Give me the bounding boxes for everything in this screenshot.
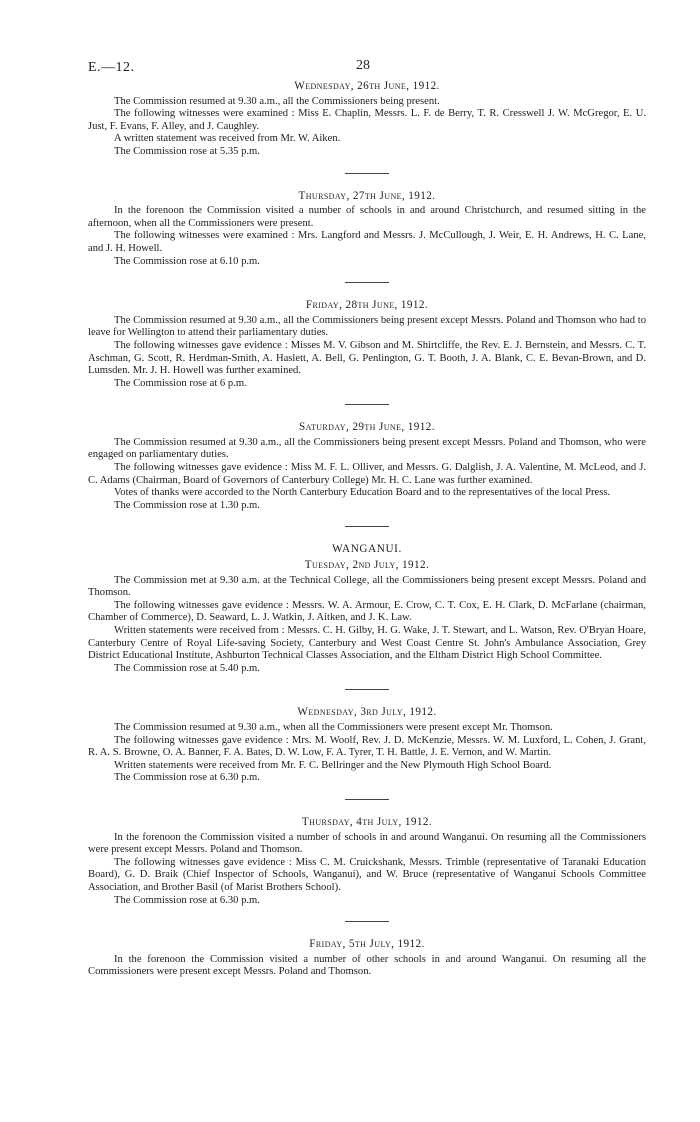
paragraph: The following witnesses gave evidence : Miss C. M. Cruickshank, Messrs. Trimble (representative of Taranaki Education Board), G. D. Braik (Chief Inspector of Schools, Wanganui), and W. Bruce (representative of Wanganui Schools Committee Association, and Brother Basil (of Marist Brothers School). (88, 856, 646, 893)
paragraph: The following witnesses were examined : Mrs. Langford and Messrs. J. McCullough, J. Weir, E. H. Andrews, H. C. Lane, and J. H. Howell. (88, 230, 646, 254)
paragraph: The Commission rose at 5.35 p.m. (114, 145, 260, 157)
sitting-date: Wednesday, 26th June, 1912. (294, 80, 440, 92)
section-divider (345, 689, 389, 690)
sitting-section (88, 80, 646, 159)
sitting-date: Wednesday, 3rd July, 1912. (297, 706, 437, 719)
paragraph: In the forenoon the Commission visited a number of schools in and around Christchurch, and resumed sitting in the afternoon, when all the Commissioners were present. (88, 205, 646, 229)
paragraph: Written statements were received from : Messrs. C. H. Gilby, H. G. Wake, J. T. Stewart, and L. Watson, Rev. O'Bryan Hoare, Canterbury Centre of Royal Life-saving Society, Canterbury and West Coast Centre St. John's Ambulance Association, Grey District Educational Institute, Ashburton Technical Classes Association, and the Eltham District High School Committee. (88, 625, 646, 662)
paragraph: Votes of thanks were accorded to the North Canterbury Education Board and to the representatives of the local Press. (114, 487, 611, 499)
sitting-date: Saturday, 29th June, 1912. (299, 421, 435, 434)
paragraph: The Commission rose at 6.30 p.m. (114, 772, 260, 784)
paragraph: The following witnesses gave evidence : Messrs. W. A. Armour, E. Crow, C. T. Cox, E. H. Clark, D. McFarlane (chairman, Chamber of Commerce), D. Seaward, L. J. Watkin, J. Aitken, and J. K. Law. (88, 599, 646, 624)
paragraph: The following witnesses gave evidence : Miss M. F. L. Olliver, and Messrs. G. Dalglish, J. A. Valentine, M. McLeod, and J. C. Adams (Chairman, Board of Governors of Canterbury College) Mr. H. C. Lane was further examined. (88, 462, 646, 486)
sitting-section (88, 706, 646, 785)
sitting-date: Thursday, 27th June, 1912. (298, 189, 436, 202)
section-divider (345, 799, 389, 800)
sitting-date: Tuesday, 2nd July, 1912. (304, 559, 430, 572)
paragraph: The Commission resumed at 9.30 a.m., all the Commissioners being present except Messrs. Poland and Thomson, who were engaged on parliamentary duties. (88, 436, 646, 461)
paragraph: The following witnesses were examined : Miss E. Chaplin, Messrs. L. F. de Berry, T. R. Cresswell J. W. McGregor, E. U. Just, F. Evans, F. Alley, and J. Caughley. (88, 108, 646, 132)
section-divider (345, 526, 389, 527)
section-divider (345, 282, 389, 283)
report-reference: E.—12. (88, 60, 135, 75)
paragraph: The following witnesses gave evidence : Mrs. M. Woolf, Rev. J. D. McKenzie, Messrs. W. M. Luxford, L. Cohen, J. Grant, R. A. S. Browne, O. A. Banner, F. A. Bates, D. W. Low, F. A. Tyrer, T. H. Battle, J. E. Vernon, and W. Martin. (88, 734, 646, 759)
paragraph: The Commission rose at 6.10 p.m. (114, 255, 260, 267)
section-divider (345, 404, 389, 405)
paragraph: The following witnesses gave evidence : Misses M. V. Gibson and M. Shirtcliffe, the Rev. E. J. Bernstein, and Messrs. C. T. Aschman, G. Scott, R. Herdman-Smith, A. Haslett, A. Bell, G. Penlington, G. T. Booth, J. A. Blank, C. E. Bevan-Brown, and D. Lumsden. Mr. J. H. Howell was further examined. (88, 339, 646, 377)
paragraph: The Commission rose at 6.30 p.m. (114, 894, 260, 906)
paragraph: A written statement was received from Mr. W. Aiken. (114, 133, 341, 145)
paragraph: In the forenoon the Commission visited a number of other schools in and around Wanganui. On resuming all the Commissioners were present except Messrs. Poland and Thomson. (88, 953, 646, 978)
paragraph: The Commission resumed at 9.30 a.m., when all the Commissioners were present except Mr. Thomson. (114, 721, 553, 733)
page-number: 28 (356, 58, 370, 73)
paragraph: The Commission resumed at 9.30 a.m., all the Commissioners being present. (114, 95, 440, 107)
sitting-section (88, 938, 646, 979)
paragraph: The Commission rose at 1.30 p.m. (114, 499, 260, 511)
paragraph: The Commission rose at 5.40 p.m. (114, 662, 260, 674)
paragraph: The Commission rose at 6 p.m. (114, 377, 247, 389)
sitting-date: Thursday, 4th July, 1912. (301, 815, 433, 828)
sitting-section (88, 543, 646, 675)
sitting-section (88, 299, 646, 390)
place-heading: WANGANUI. (332, 543, 402, 556)
section-divider (345, 921, 389, 922)
sitting-section (88, 816, 646, 907)
paragraph: Written statements were received from Mr. F. C. Bellringer and the New Plymouth High School Board. (114, 759, 552, 771)
sitting-section (88, 421, 646, 512)
sitting-section (88, 190, 646, 269)
page-content (88, 80, 646, 979)
paragraph: In the forenoon the Commission visited a number of schools in and around Wanganui. On resuming all the Commissioners were present except Messrs. Poland and Thomson. (88, 831, 646, 856)
page-header (88, 58, 644, 78)
sitting-date: Friday, 5th July, 1912. (309, 938, 425, 951)
paragraph: The Commission resumed at 9.30 a.m., all the Commissioners being present except Messrs. Poland and Thomson who had to leave for Wellington to attend their parliamentary duties. (88, 314, 646, 339)
section-divider (345, 173, 389, 174)
paragraph: The Commission met at 9.30 a.m. at the Technical College, all the Commissioners being present except Messrs. Poland and Thomson. (88, 574, 646, 599)
sitting-date: Friday, 28th June, 1912. (305, 299, 429, 312)
